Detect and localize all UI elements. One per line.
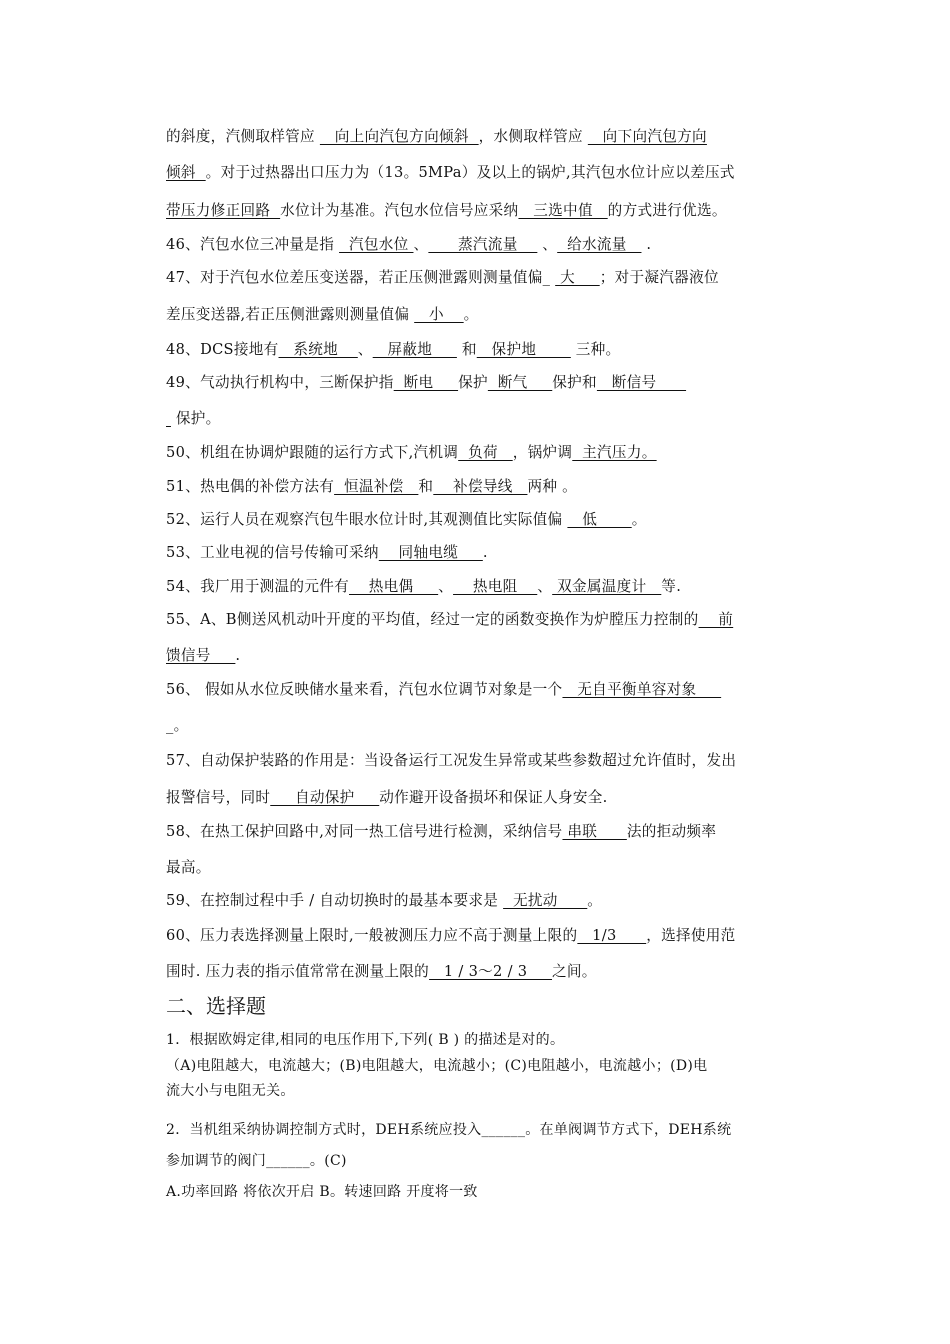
text-segment: 保护 bbox=[458, 374, 488, 391]
text-segment: 48、DCS接地有 bbox=[166, 341, 279, 358]
answer-blank: 无扰动 bbox=[503, 892, 588, 909]
text-segment: _。 bbox=[166, 717, 189, 734]
text-segment: 三种。 bbox=[570, 341, 621, 358]
text-segment: 、 bbox=[537, 236, 558, 253]
question-49 bbox=[166, 373, 686, 393]
answer-blank: 给水流量 bbox=[557, 236, 642, 253]
answer-blank: 双金属温度计 bbox=[552, 578, 662, 595]
text-segment: 、 bbox=[537, 578, 553, 595]
question-58 bbox=[166, 822, 716, 842]
text-line bbox=[166, 646, 240, 666]
text-segment: . bbox=[235, 647, 241, 664]
choice-options bbox=[166, 1081, 295, 1101]
text-segment: A.功率回路 将依次开启 B。转速回路 开度将一致 bbox=[166, 1184, 478, 1200]
question-57 bbox=[166, 751, 736, 771]
text-segment: ，选择使用范 bbox=[646, 927, 736, 944]
text-segment: 53、工业电视的信号传输可采纳 bbox=[166, 544, 379, 561]
text-line bbox=[166, 788, 608, 808]
text-segment: 的斜度，汽侧取样管应 bbox=[166, 128, 320, 145]
question-53 bbox=[166, 543, 488, 563]
answer-blank: 三选中值 bbox=[518, 202, 608, 219]
text-segment: ，水侧取样管应 bbox=[478, 128, 588, 145]
text-segment: 最高。 bbox=[166, 859, 211, 876]
text-segment: . bbox=[482, 544, 488, 561]
question-56 bbox=[166, 680, 721, 700]
answer-blank: 恒温补偿 bbox=[334, 478, 419, 495]
answer-blank: 蒸汽流量 bbox=[428, 236, 538, 253]
answer-blank: 低 bbox=[567, 511, 632, 528]
text-segment: 之间。 bbox=[552, 963, 597, 980]
choice-options bbox=[166, 1056, 707, 1076]
text-line bbox=[166, 858, 211, 878]
choice-options bbox=[166, 1182, 478, 1202]
answer-blank: 热电偶 bbox=[349, 578, 439, 595]
answer-blank: 断气 bbox=[487, 374, 553, 391]
answer-blank: 倾斜 bbox=[166, 164, 206, 181]
text-segment: 52、运行人员在观察汽包牛眼水位计时,其观测值比实际值偏 bbox=[166, 511, 568, 528]
text-segment: 。对于过热器出口压力为（13。5MPa）及以上的锅炉,其汽包水位计应以差压式 bbox=[205, 164, 735, 181]
answer-blank: 主汽压力。 bbox=[572, 444, 657, 461]
text-segment: 、 bbox=[357, 341, 373, 358]
text-line bbox=[166, 305, 479, 325]
answer-blank: 1 / 3～2 / 3 bbox=[429, 963, 553, 980]
text-segment: ，锅炉调 bbox=[512, 444, 573, 461]
text-segment: 59、在控制过程中手 / 自动切换时的最基本要求是 bbox=[166, 892, 504, 909]
answer-blank: 负荷 bbox=[458, 444, 513, 461]
answer-blank: 前 bbox=[698, 611, 734, 628]
question-54 bbox=[166, 577, 681, 597]
question-48 bbox=[166, 340, 620, 360]
text-line bbox=[166, 1151, 347, 1171]
question-47 bbox=[166, 268, 719, 288]
choice-question-1 bbox=[166, 1030, 564, 1050]
text-segment: 等. bbox=[661, 578, 682, 595]
text-segment: 57、自动保护装路的作用是：当设备运行工况发生异常或某些参数超过允许值时，发出 bbox=[166, 752, 737, 769]
question-51 bbox=[166, 477, 577, 497]
text-segment: 报警信号，同时 bbox=[166, 789, 271, 806]
text-line bbox=[166, 163, 735, 183]
text-segment: . bbox=[641, 236, 652, 253]
text-segment: 的方式进行优选。 bbox=[607, 202, 727, 219]
text-segment: 。 bbox=[631, 511, 647, 528]
text-segment: 和 bbox=[418, 478, 434, 495]
question-52 bbox=[166, 510, 647, 530]
answer-blank: 向下向汽包方向 bbox=[587, 128, 707, 145]
text-segment: 54、我厂用于测温的元件有 bbox=[166, 578, 350, 595]
text-segment: 1．根据欧姆定律,相同的电压作用下,下列( B ) 的描述是对的。 bbox=[166, 1032, 565, 1048]
text-segment: 58、在热工保护回路中,对同一热工信号进行检测，采纳信号 bbox=[166, 823, 563, 840]
text-segment: 围时. 压力表的指示值常常在测量上限的 bbox=[166, 963, 430, 980]
answer-blank: 馈信号 bbox=[166, 647, 236, 664]
text-segment: 51、热电偶的补偿方法有 bbox=[166, 478, 335, 495]
text-segment: 、 bbox=[413, 236, 429, 253]
text-segment: 55、A、B侧送风机动叶开度的平均值，经过一定的函数变换作为炉膛压力控制的 bbox=[166, 611, 699, 628]
answer-blank: 小 bbox=[414, 306, 464, 323]
text-line bbox=[166, 127, 707, 147]
text-segment: 56、 假如从水位反映储水量来看，汽包水位调节对象是一个 bbox=[166, 681, 563, 698]
text-segment: （A)电阻越大，电流越大；(B)电阻越大，电流越小；(C)电阻越小，电流越小；(D)电 bbox=[166, 1058, 708, 1074]
question-46 bbox=[166, 235, 651, 255]
text-segment: 保护和 bbox=[552, 374, 597, 391]
text-segment: 60、压力表选择测量上限时,一般被测压力应不高于测量上限的 bbox=[166, 927, 578, 944]
section-title: 二、选择题 bbox=[166, 994, 266, 1018]
text-segment: ；对于凝汽器液位 bbox=[599, 269, 719, 286]
text-segment: 50、机组在协调炉跟随的运行方式下,汽机调 bbox=[166, 444, 459, 461]
text-segment: 49、气动执行机构中，三断保护指 bbox=[166, 374, 394, 391]
answer-blank: 补偿导线 bbox=[433, 478, 528, 495]
text-segment: 保护。 bbox=[170, 410, 221, 427]
question-59 bbox=[166, 891, 602, 911]
text-segment: 差压变送器,若正压侧泄露则测量值偏 bbox=[166, 306, 415, 323]
text-segment: 47、对于汽包水位差压变送器，若正压侧泄露则测量值偏_ bbox=[166, 269, 556, 286]
answer-blank: 保护地 bbox=[476, 341, 571, 358]
answer-blank: 系统地 bbox=[278, 341, 358, 358]
text-segment: 2．当机组采纳协调控制方式时，DEH系统应投入______。在单阀调节方式下，DEH系统 bbox=[166, 1122, 732, 1138]
text-segment: 46、汽包水位三冲量是指 bbox=[166, 236, 340, 253]
answer-blank: 自动保护 bbox=[270, 789, 380, 806]
text-segment: 。 bbox=[587, 892, 603, 909]
text-line bbox=[166, 201, 727, 221]
answer-blank: 1/3 bbox=[577, 927, 647, 944]
text-segment: 和 bbox=[456, 341, 477, 358]
text-segment: 。 bbox=[463, 306, 479, 323]
question-50 bbox=[166, 443, 657, 463]
answer-blank: 串联 bbox=[562, 823, 627, 840]
text-segment: 动作避开设备损坏和保证人身安全. bbox=[379, 789, 608, 806]
question-55 bbox=[166, 610, 733, 630]
text-segment: 参加调节的阀门______。(C) bbox=[166, 1153, 347, 1169]
text-segment: 法的拒动频率 bbox=[626, 823, 717, 840]
text-segment: 、 bbox=[438, 578, 454, 595]
choice-question-2 bbox=[166, 1120, 731, 1140]
text-line bbox=[166, 716, 189, 736]
text-line bbox=[166, 409, 221, 429]
answer-blank: 带压力修正回路 bbox=[166, 202, 281, 219]
answer-blank: 断电 bbox=[393, 374, 459, 391]
answer-blank: 屏蔽地 bbox=[372, 341, 457, 358]
answer-blank: 同轴电缆 bbox=[378, 544, 483, 561]
answer-blank: 向上向汽包方向倾斜 bbox=[319, 128, 479, 145]
text-segment: 两种 。 bbox=[527, 478, 578, 495]
answer-blank: 无自平衡单容对象 bbox=[562, 681, 722, 698]
text-segment: 水位计为基准。汽包水位信号应采纳 bbox=[280, 202, 519, 219]
answer-blank: 汽包水位 bbox=[339, 236, 414, 253]
answer-blank: 断信号 bbox=[596, 374, 687, 391]
text-segment: 流大小与电阻无关。 bbox=[166, 1083, 295, 1099]
answer-blank: 大 bbox=[555, 269, 600, 286]
question-60 bbox=[166, 926, 736, 946]
answer-blank: 热电阻 bbox=[453, 578, 538, 595]
text-line bbox=[166, 962, 597, 982]
